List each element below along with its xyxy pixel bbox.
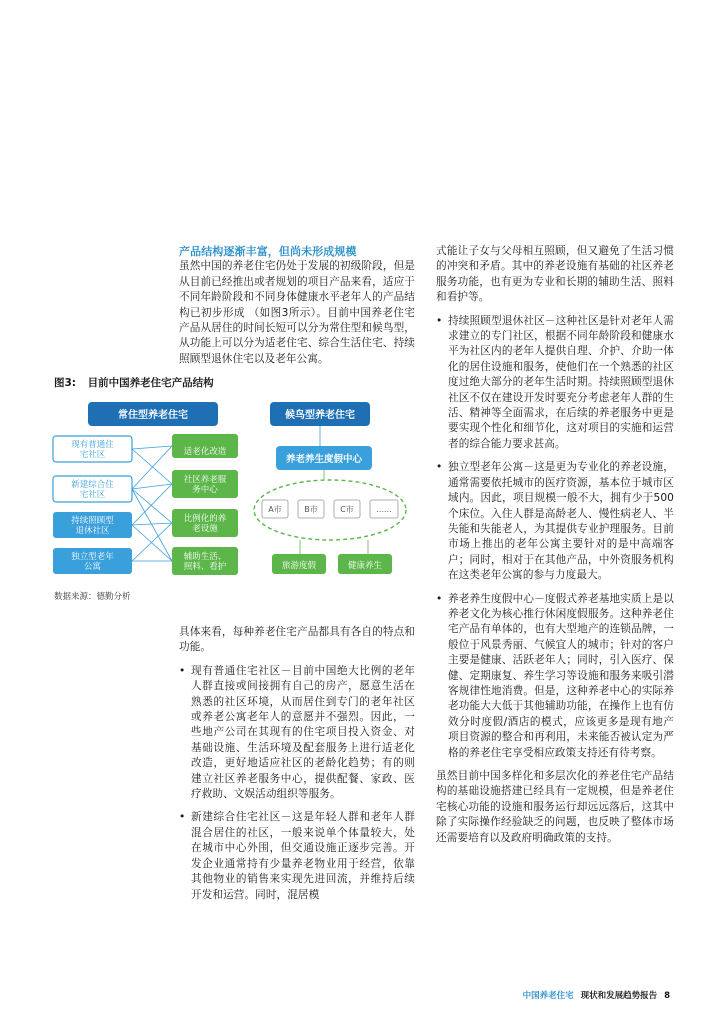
- list-item-text: 新建综合住宅社区－这是年轻人群和老年人群混合居住的社区，一般来说单个体量较大，处在城市中心外围，但交通设施正逐步完善。开发企业通常持有少量养老物业用于经营，依靠其他物业的销售来实现先进回流，并维持后续开发和运营。同时，混居模: [191, 811, 415, 901]
- middle-box-label: 适老化改造: [183, 447, 227, 457]
- middle-boxes: [172, 434, 238, 575]
- bullet-dot: •: [436, 314, 443, 327]
- footer-brand: 中国养老住宅: [522, 991, 574, 1001]
- product-structure-diagram: [50, 398, 410, 588]
- left-boxes: [53, 436, 132, 574]
- intro-paragraph: 虽然中国的养老住宅仍处于发展的初级阶段，但是从目前已经推出或者规划的项目产品来看，适应于不同年龄阶段和不同身体健康水平老年人的产品结构已初步形成 （如图3所示）。目前中国养老住宅产品从居住的时间长短可以分为常住型和候鸟型，从功能上可以分为适老住宅、综合生活住宅、持续照顾型退休住宅以及老年公寓。: [179, 260, 415, 365]
- middle-box-label: 辅助生活、照料、看护: [183, 552, 227, 572]
- page-number: 8: [664, 991, 670, 1001]
- left-column-upper: [179, 244, 415, 375]
- left-box-label: 独立型老年公寓: [71, 552, 114, 572]
- figure-title-text: 目前中国养老住宅产品结构: [87, 377, 214, 389]
- right-header-label: 候鸟型养老住宅: [285, 410, 355, 421]
- figure-title: [54, 375, 214, 390]
- connector-lines: [132, 446, 172, 561]
- bullet-dot: •: [179, 664, 186, 677]
- section-heading: 产品结构逐渐丰富，但尚未形成规模: [179, 245, 357, 258]
- list-item: [179, 664, 415, 803]
- left-box-label: 现有普通住宅社区: [71, 440, 114, 460]
- city-label: B市: [304, 505, 318, 514]
- page-footer: [523, 989, 670, 1001]
- list-item: [436, 460, 674, 583]
- lower-intro-paragraph: 具体来看，每种养老住宅产品都具有各自的特点和功能。: [179, 626, 415, 654]
- middle-box-label: 社区养老服务中心: [183, 475, 227, 495]
- city-boxes: [262, 500, 398, 518]
- resort-center-label: 养老养生度假中心: [285, 454, 363, 465]
- city-label: C市: [340, 505, 354, 514]
- conclusion-paragraph: 虽然目前中国多样化和多层次化的养老住宅产品结构的基础设施搭建已经具有一定规模，但是养老住宅核心功能的设施和服务运行却远远落后，这其中除了实际操作经验缺乏的问题，也反映了整体市场还需要培育以及政府明确政策的支持。: [436, 770, 674, 844]
- left-header-label: 常住型养老住宅: [118, 410, 188, 421]
- footer-title: 现状和发展趋势报告: [580, 991, 658, 1001]
- continuation-paragraph: 式能让子女与父母相互照顾，但又避免了生活习惯的冲突和矛盾。其中的养老设施有基础的社区养老服务功能，也有更为专业和长期的辅助生活、照料和看护等。: [436, 245, 674, 304]
- list-item-text: 养老养生度假中心－度假式养老基地实质上是以养老文化为核心推行休闲度假服务。这种养老住宅产品有单体的，也有大型地产的连锁品牌，一般位于风景秀丽、气候宜人的城市；针对的客户主要是健康、活跃老年人；同时，引入医疗、保健、定期康复、养生学习等设施和服务来吸引潜客规律性地消费。但是，这种养老中心的实际养老功能大大低于其他辅助功能，在操作上也有仿效分时度假/酒店的模式，应该更多是现有地产项目资源的整合和再利用，未来能否被认定为严格的养老住宅享受相应政策支持还有待考察。: [448, 592, 674, 759]
- middle-box-label: 比例化的养老设施: [183, 514, 227, 534]
- bullet-dot: •: [436, 461, 443, 474]
- left-bullet-list: [179, 664, 415, 903]
- list-item-text: 独立型老年公寓－这是更为专业化的养老设施，通常需要依托城市的医疗资源，基本位于城市区域内。因此，项目规模一般不大，拥有少于500个床位。入住人群是高龄老人、慢性病老人、半失能和失能老人，为其提供专业护理服务。目前市场上推出的老年公寓主要针对的是中高端客户；同时，相对于在其他产品，中外资服务机构在这类老年公寓的参与力度最大。: [448, 461, 674, 582]
- right-column: [436, 244, 674, 854]
- bullet-dot: •: [179, 811, 186, 824]
- list-item: [436, 592, 674, 761]
- list-item: [179, 810, 415, 902]
- left-column-lower: [179, 625, 415, 911]
- figure-number: 图3:: [54, 377, 77, 389]
- city-label: ......: [376, 505, 392, 514]
- figure-source: 数据来源：德勤分析: [54, 592, 131, 602]
- right-bullet-list: [436, 314, 674, 761]
- list-item-text: 现有普通住宅社区－目前中国绝大比例的老年人群直接或间接拥有自己的房产，愿意生活在熟悉的社区环境，从而居住到专门的老年社区或养老公寓老年人的意愿并不强烈。因此，一些地产公司在其现有的住宅项目投入资金、对基础设施、生活环境及配套服务上进行适老化改造，更好地适应社区的老龄化趋势；有的则建立社区养老服务中心，提供配餐、家政、医疗救助、文娱活动组织等服务。: [191, 664, 415, 801]
- bottom-box-label: 旅游度假: [281, 561, 317, 571]
- city-label: A市: [268, 505, 282, 514]
- list-item-text: 持续照顾型退休社区－这种社区是针对老年人需求建立的专门社区，根据不同年龄阶段和健康水平为社区内的老年人提供自理、介护、介助一体化的居住设施和服务，使他们在一个熟悉的社区度过绝大部分的老年生活时期。持续照顾型退休社区不仅在建设开发时要充分考虑老年人群的生活、精神等全面需求，在后续的养老服务中更是要实现个性化和细节化，这对项目的实施和运营者的综合能力要求甚高。: [448, 314, 674, 450]
- list-item: [436, 314, 674, 453]
- left-box-label: 持续照顾型退休社区: [71, 516, 114, 536]
- bullet-dot: •: [436, 592, 443, 605]
- left-box-label: 新建综合住宅社区: [71, 480, 114, 500]
- bottom-box-label: 健康养生: [347, 561, 383, 571]
